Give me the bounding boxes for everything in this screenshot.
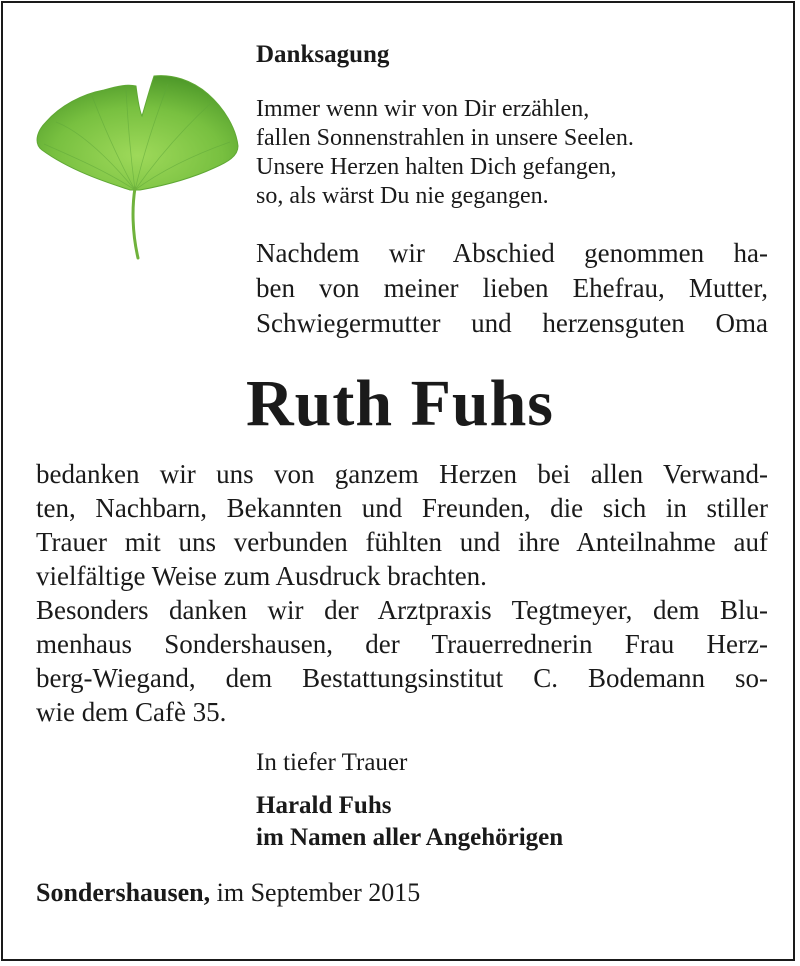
intro-line: Schwiegermutter und herzensguten Oma <box>256 308 768 338</box>
poem-line: Immer wenn wir von Dir erzählen, <box>256 96 590 122</box>
body-line: vielfältige Weise zum Ausdruck brachten. <box>36 561 487 591</box>
poem <box>256 95 634 211</box>
place: Sondershausen, <box>36 878 211 907</box>
intro-line: Nachdem wir Abschied genommen ha- <box>256 238 768 268</box>
body-line: berg-Wiegand, dem Bestattungsinstitut C. Bodemann so- <box>36 663 768 693</box>
intro-paragraph <box>256 236 768 341</box>
deceased-name: Ruth Fuhs <box>246 367 554 440</box>
body-line: Trauer mit uns verbunden fühlten und ihre Anteilnahme auf <box>36 527 768 557</box>
body-line: wie dem Cafè 35. <box>36 697 227 727</box>
signer-name: Harald Fuhs <box>256 792 392 819</box>
intro-line: ben von meiner lieben Ehefrau, Mutter, <box>256 273 768 303</box>
poem-line: fallen Sonnenstrahlen in unsere Seelen. <box>256 125 634 151</box>
signer-block <box>256 790 563 854</box>
poem-line: so, als wärst Du nie gegangen. <box>256 183 549 209</box>
body-line: bedanken wir uns von ganzem Herzen bei allen Verwand- <box>36 459 768 489</box>
signoff: In tiefer Trauer <box>256 749 408 776</box>
body-line: ten, Nachbarn, Bekannten und Freunden, die sich in stiller <box>36 493 768 523</box>
place-date <box>36 876 420 910</box>
thanks-paragraph <box>36 457 768 729</box>
date: im September 2015 <box>216 878 421 907</box>
signer-note: im Namen aller Angehörigen <box>256 824 564 851</box>
notice-heading: Danksagung <box>256 41 390 68</box>
poem-line: Unsere Herzen halten Dich gefangen, <box>256 154 617 180</box>
body-line: menhaus Sondershausen, der Trauerrednerin Frau Herz- <box>36 629 768 659</box>
ginkgo-leaf-icon <box>32 72 242 262</box>
body-line: Besonders danken wir der Arztpraxis Tegtmeyer, dem Blu- <box>36 595 768 625</box>
